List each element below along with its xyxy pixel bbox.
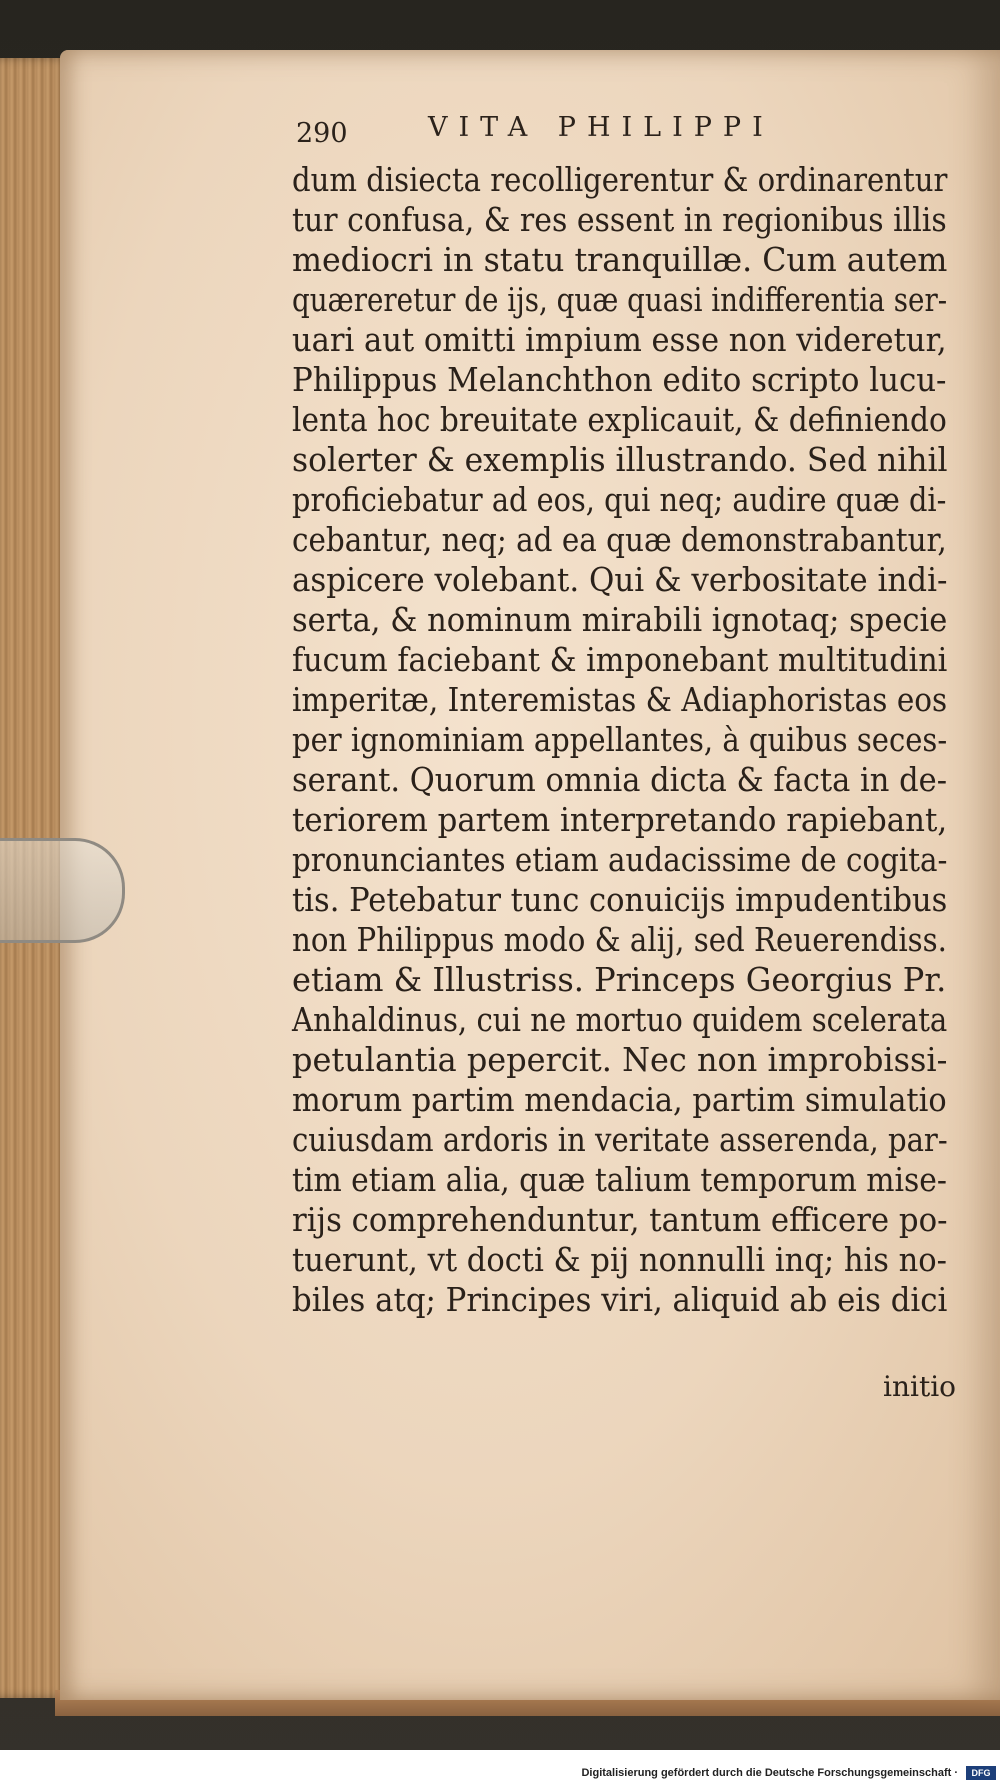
text-line: imperitæ, Interemistas & Adiaphoristas eos bbox=[292, 680, 948, 719]
text-line: teriorem partem interpretando rapiebant, bbox=[292, 800, 948, 839]
text-line: serant. Quorum omnia dicta & facta in de- bbox=[292, 760, 948, 799]
text-line: tim etiam alia, quæ talium temporum mise- bbox=[292, 1160, 947, 1199]
text-line: Philippus Melanchthon edito scripto lucu- bbox=[292, 360, 947, 399]
page-number: 290 bbox=[296, 118, 348, 149]
text-line: mediocri in statu tranquillæ. Cum autem bbox=[292, 240, 948, 279]
text-line: quæreretur de ijs, quæ quasi indifferentia ser- bbox=[292, 280, 948, 319]
text-line: tuerunt, vt docti & pij nonnulli inq; his no- bbox=[292, 1240, 947, 1279]
text-line: aspicere volebant. Qui & verbositate indi- bbox=[292, 560, 948, 599]
page-holder-clip bbox=[0, 838, 125, 943]
text-line: lenta hoc breuitate explicauit, & definiendo bbox=[292, 400, 947, 439]
text-line: biles atq; Principes viri, aliquid ab eis dici bbox=[292, 1280, 948, 1319]
text-line: dum disiecta recolligerentur & ordinarentur bbox=[292, 160, 948, 199]
catchword: initio bbox=[883, 1370, 957, 1403]
text-line: tis. Petebatur tunc conuicijs impudentibus bbox=[292, 880, 948, 919]
dfg-logo: DFG bbox=[966, 1766, 996, 1780]
text-line: solerter & exemplis illustrando. Sed nihil bbox=[292, 440, 948, 479]
text-line: Anhaldinus, cui ne mortuo quidem scelerata bbox=[292, 1000, 948, 1039]
text-line: morum partim mendacia, partim simulatio bbox=[292, 1080, 947, 1119]
running-head: VITA PHILIPPI bbox=[428, 112, 774, 143]
text-line: uari aut omitti impium esse non videretur, bbox=[292, 320, 947, 359]
text-line: cebantur, neq; ad ea quæ demonstrabantur, bbox=[292, 520, 947, 559]
text-line: tur confusa, & res essent in regionibus illis bbox=[292, 200, 947, 239]
text-line: per ignominiam appellantes, à quibus seces- bbox=[292, 720, 948, 759]
text-line: fucum faciebant & imponebant multitudini bbox=[292, 640, 948, 679]
text-line: etiam & Illustriss. Princeps Georgius Pr. bbox=[292, 960, 947, 999]
footer-credit: Digitalisierung gefördert durch die Deutsche Forschungsgemeinschaft · bbox=[581, 1767, 958, 1779]
text-line: pronunciantes etiam audacissime de cogita- bbox=[292, 840, 948, 879]
text-line: rijs comprehenduntur, tantum efficere po- bbox=[292, 1200, 948, 1239]
text-line: cuiusdam ardoris in veritate asserenda, par- bbox=[292, 1120, 948, 1159]
text-line: proficiebatur ad eos, qui neq; audire quæ di- bbox=[292, 480, 947, 519]
text-line: petulantia pepercit. Nec non improbissi- bbox=[292, 1040, 948, 1079]
text-line: serta, & nominum mirabili ignotaq; specie bbox=[292, 600, 948, 639]
text-line: non Philippus modo & alij, sed Reuerendiss. bbox=[292, 920, 947, 959]
